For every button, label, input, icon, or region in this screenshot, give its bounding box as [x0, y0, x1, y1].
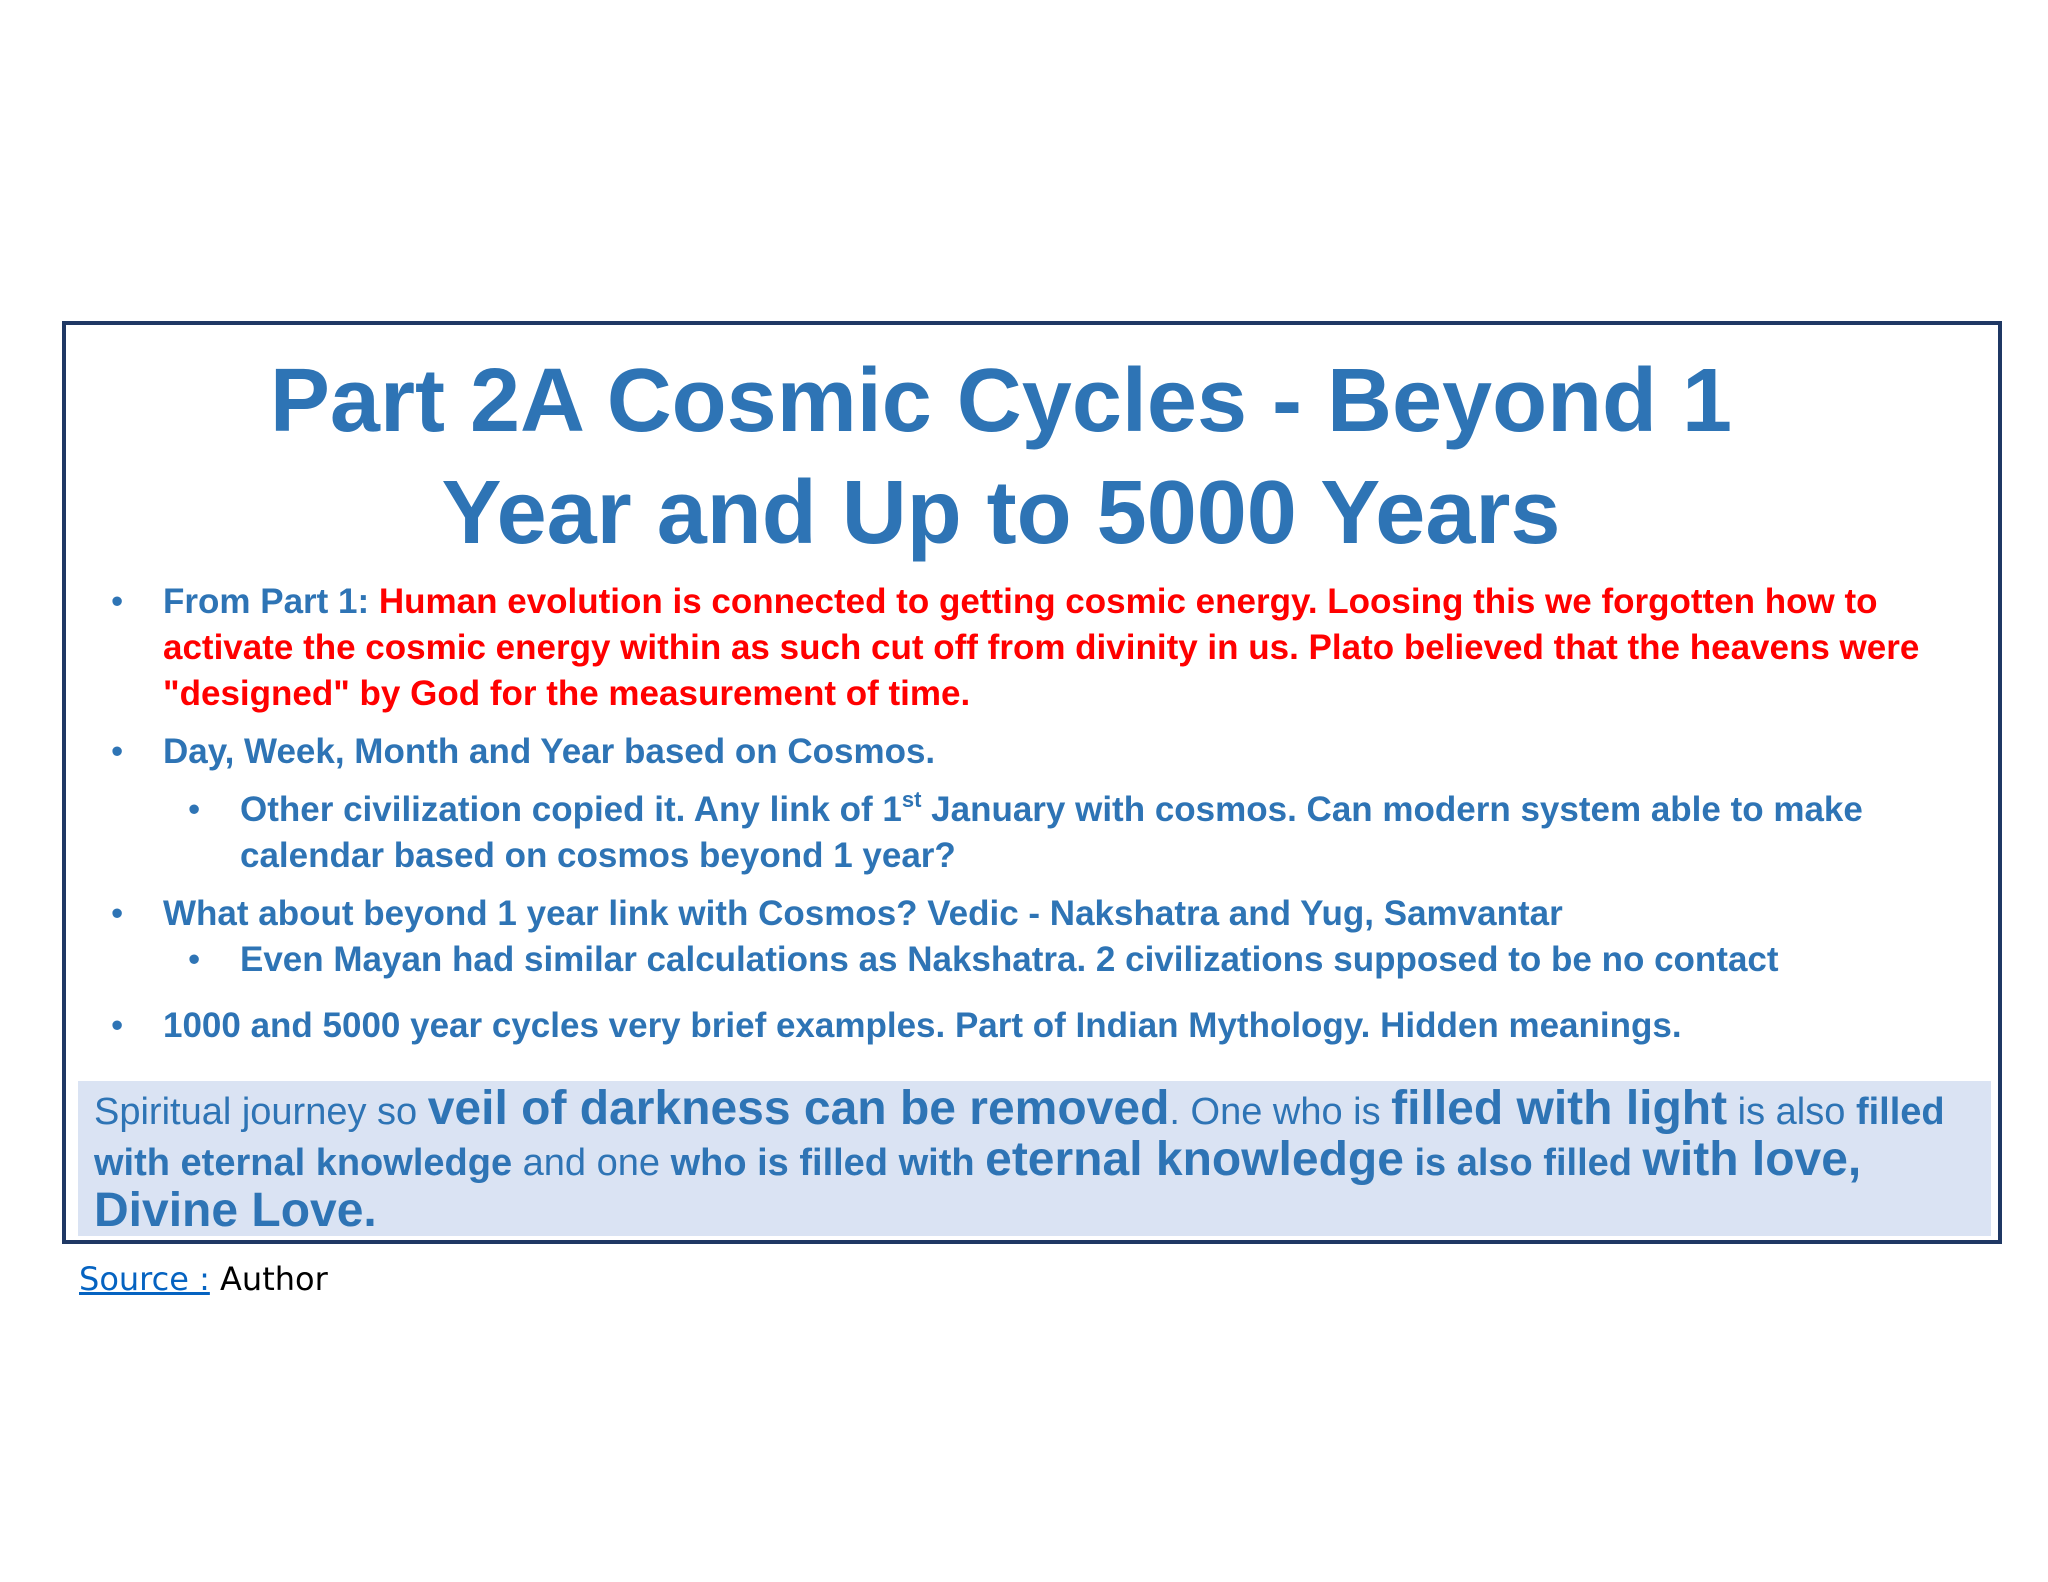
title-line-2: Year and Up to 5000 Years	[441, 463, 1561, 563]
quote-emphasis: veil of darkness can be removed	[427, 1082, 1170, 1135]
quote-part: is also	[1727, 1091, 1856, 1133]
bullet-icon: •	[111, 1006, 124, 1045]
quote-emphasis: who is filled with	[670, 1142, 986, 1184]
quote-part: Spiritual journey so	[94, 1091, 428, 1133]
bullet-item	[66, 1003, 1996, 1049]
bullet-icon: •	[111, 582, 124, 621]
bullet-item	[66, 729, 1996, 775]
source-link[interactable]: Source :	[79, 1260, 210, 1298]
quote-emphasis: filled with eternal knowledge	[94, 1091, 1945, 1184]
quote-part: and one	[512, 1142, 671, 1184]
bullet-highlight: Human evolution is connected to getting cosmic energy. Loosing this we forgotten how to activate the cosmic energy within as such cut off from divinity in us. Plato believed that the heavens were "designed" by God for the measurement of time.	[163, 582, 1920, 713]
bullet-prefix: From Part 1:	[163, 582, 379, 621]
bullet-icon: •	[111, 894, 124, 933]
bullet-text: Even Mayan had similar calculations as Nakshatra. 2 civilizations supposed to be no contact	[240, 940, 1779, 979]
bullet-icon: •	[111, 732, 124, 771]
quote-part: . One who is	[1169, 1091, 1392, 1133]
sub-bullet-item	[66, 787, 1996, 879]
bullet-icon: •	[188, 940, 201, 979]
quote-box	[78, 1081, 1991, 1236]
bullet-text-before: Other civilization copied it. Any link of 1	[240, 790, 902, 829]
title-line-1: Part 2A Cosmic Cycles - Beyond 1	[269, 351, 1733, 451]
bullet-text: 1000 and 5000 year cycles very brief examples. Part of Indian Mythology. Hidden meanings.	[163, 1006, 1682, 1045]
bullet-list	[66, 579, 1996, 1049]
slide-title	[66, 345, 1936, 569]
bullet-superscript: st	[901, 787, 922, 812]
slide-frame	[62, 321, 2002, 1244]
sub-bullet-item	[66, 937, 1996, 983]
source-value: Author	[209, 1260, 328, 1298]
quote-emphasis: filled with light	[1391, 1082, 1728, 1135]
bullet-item	[66, 891, 1996, 937]
bullet-item	[66, 579, 1996, 717]
bullet-icon: •	[188, 790, 201, 829]
quote-emphasis: is also filled	[1403, 1142, 1643, 1184]
quote-emphasis: with love, Divine Love.	[94, 1133, 1862, 1237]
source-caption	[79, 1260, 328, 1298]
bullet-text: Day, Week, Month and Year based on Cosmos.	[163, 732, 936, 771]
bullet-text-after: January with cosmos. Can modern system able to make calendar based on cosmos beyond 1 year?	[240, 790, 1863, 875]
quote-emphasis: eternal knowledge	[985, 1133, 1404, 1186]
bullet-text: What about beyond 1 year link with Cosmos? Vedic - Nakshatra and Yug, Samvantar	[163, 894, 1563, 933]
